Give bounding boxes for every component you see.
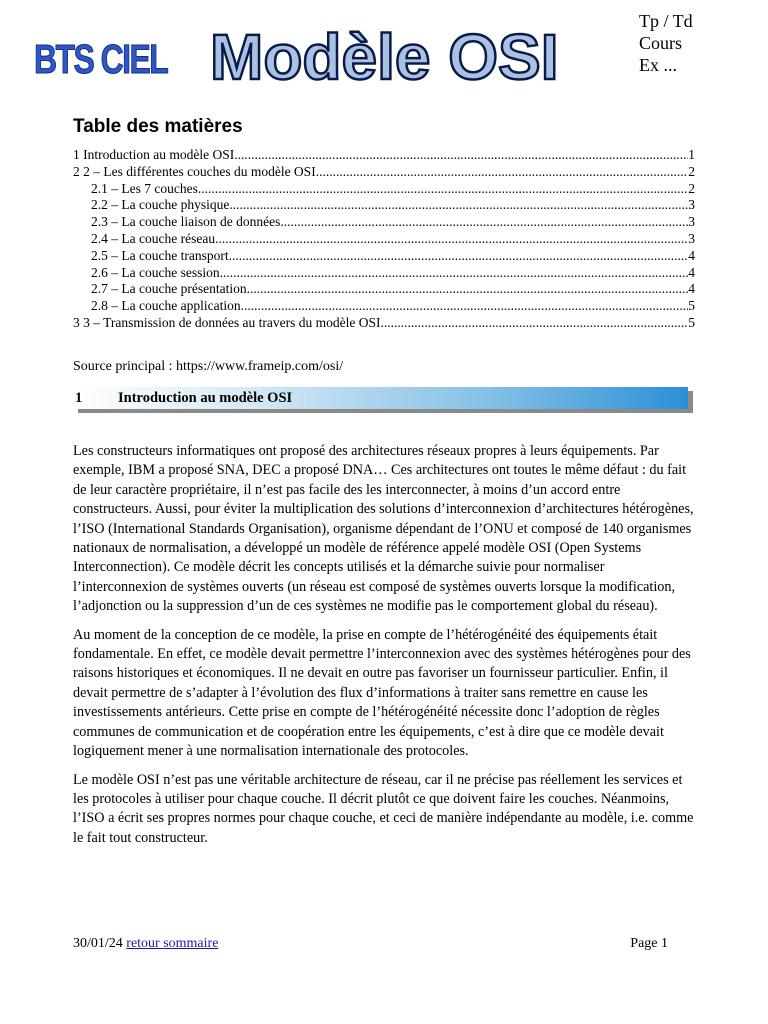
toc-dot-leader — [280, 214, 688, 231]
section-heading-bar — [73, 387, 688, 409]
section-title: Introduction au modèle OSI — [118, 390, 293, 406]
toc-entry[interactable] — [73, 181, 695, 198]
toc-entry-page: 3 — [688, 197, 695, 213]
toc-entry-label: 2.1 – Les 7 couches — [91, 180, 198, 196]
toc-entry[interactable] — [73, 265, 695, 282]
toc-entry-label: 2.3 – La couche liaison de données — [91, 214, 281, 230]
toc-dot-leader — [241, 298, 689, 315]
toc-entry-page: 4 — [688, 281, 695, 297]
toc-entry-page: 2 — [688, 163, 695, 179]
toc-dot-leader — [215, 231, 688, 248]
toc-entry-page: 3 — [688, 214, 695, 230]
page-number: Page 1 — [630, 936, 668, 951]
section-number: 1 — [75, 390, 83, 406]
paragraph: Au moment de la conception de ce modèle, la prise en compte de l’hétérogénéité des équipements était fondamentale. En effet, ce modèle devait permettre l’interconnexion avec des systèmes hétérogènes pour des raisons historiques et économiques. Il ne devait en outre pas favoriser un fournisseur particulier. Enfin, il devait permettre de s’adapter à l’évolution des flux d’informations à traiter sans remettre en cause les investissements antérieurs. Cette prise en compte de l’hétérogénéité nécessite donc l’adoption de règles communes de communication et de coopération entre les équipements, c’est à dire que ce modèle devait logiquement mener à une normalisation internationale des protocoles. — [73, 626, 691, 760]
toc-entry[interactable] — [73, 214, 695, 231]
document-type-list — [639, 10, 693, 76]
toc-dot-leader — [380, 315, 688, 332]
toc-entry-label: 1 Introduction au modèle OSI — [73, 147, 235, 162]
toc-entry-label: 2.4 – La couche réseau — [91, 230, 216, 246]
paragraph: Les constructeurs informatiques ont proposé des architectures réseaux propres à leurs équipements. Par exemple, IBM a proposé SNA, DEC a proposé DNA… Ces architectures ont toutes le même défaut : du fait de leur caractère propriétaire, il n’est pas facile des les interconnecter, à moins d’un accord entre constructeurs. Aussi, pour éviter la multiplication des solutions d’interconnexion d’architectures hétérogènes, l’ISO (International Standards Organisation), organisme dépendant de l’ONU et composé de 140 organismes nationaux de normalisation, a développé un modèle de référence appelé modèle OSI (Open Systems Interconnection). Ce modèle décrit les concepts utilisés et la démarche suivie pour normaliser l’interconnexion de systèmes ouverts (un réseau est composé de systèmes ouverts lorsque la modification, l’adjonction ou la suppression d’un de ces systèmes ne modifie pas le comportement global du réseau). — [73, 443, 694, 615]
toc-entry[interactable] — [73, 248, 695, 265]
toc-entry-page: 4 — [688, 247, 695, 263]
toc-entry[interactable] — [73, 298, 695, 315]
toc-entry[interactable] — [73, 315, 695, 332]
toc-entry-label: 3 3 – Transmission de données au travers du modèle OSI — [73, 314, 381, 330]
doc-type-ex: Ex ... — [639, 55, 677, 75]
toc-entry-page: 2 — [688, 180, 695, 196]
toc-dot-leader — [247, 281, 689, 298]
toc-entry-page: 5 — [688, 298, 695, 314]
toc-dot-leader — [229, 197, 688, 214]
toc-dot-leader — [234, 147, 688, 164]
doc-type-cours: Cours — [639, 33, 683, 53]
toc-dot-leader — [229, 248, 689, 265]
paragraph: Le modèle OSI n’est pas une véritable architecture de réseau, car il ne précise pas réellement les services et les protocoles à utiliser pour chaque couche. Il décrit plutôt ce que doivent faire les couches. Néanmoins, l’ISO a écrit ses propres normes pour chaque couche, et ceci de manière indépendante au modèle, i.e. comme le fait tout constructeur. — [73, 771, 694, 846]
toc-dot-leader — [198, 181, 688, 198]
toc-dot-leader — [316, 164, 689, 181]
doc-type-tp-td: Tp / Td — [639, 11, 693, 31]
toc-entry[interactable] — [73, 164, 695, 181]
toc-entry[interactable] — [73, 231, 695, 248]
toc-entry-label: 2 2 – Les différentes couches du modèle OSI — [73, 163, 316, 179]
toc-entry-label: 2.6 – La couche session — [91, 264, 220, 280]
back-to-summary-link[interactable]: retour sommaire — [126, 936, 219, 951]
toc-entry-label: 2.2 – La couche physique — [91, 197, 230, 213]
toc-entry[interactable] — [73, 147, 695, 164]
body-text — [73, 442, 697, 857]
toc-entry-label: 2.7 – La couche présentation — [91, 281, 247, 297]
page-footer — [73, 936, 668, 952]
document-title: Modèle OSI — [210, 21, 559, 93]
toc-entry[interactable] — [73, 197, 695, 214]
toc-entry-page: 3 — [688, 230, 695, 246]
toc-entry-label: 2.8 – La couche application — [91, 298, 241, 314]
footer-date: 30/01/24 — [73, 936, 123, 951]
toc-heading: Table des matières — [73, 116, 243, 137]
toc-entry-page: 4 — [688, 264, 695, 280]
toc-dot-leader — [220, 265, 689, 282]
toc-entry-label: 2.5 – La couche transport — [91, 247, 229, 263]
bts-ciel-logo: BTS CIEL — [34, 36, 168, 82]
toc-entry-page: 5 — [688, 314, 695, 330]
source-reference: Source principal : https://www.frameip.com/osi/ — [73, 359, 344, 374]
toc-entry-page: 1 — [688, 147, 695, 162]
toc-entry[interactable] — [73, 281, 695, 298]
table-of-contents — [73, 147, 695, 332]
